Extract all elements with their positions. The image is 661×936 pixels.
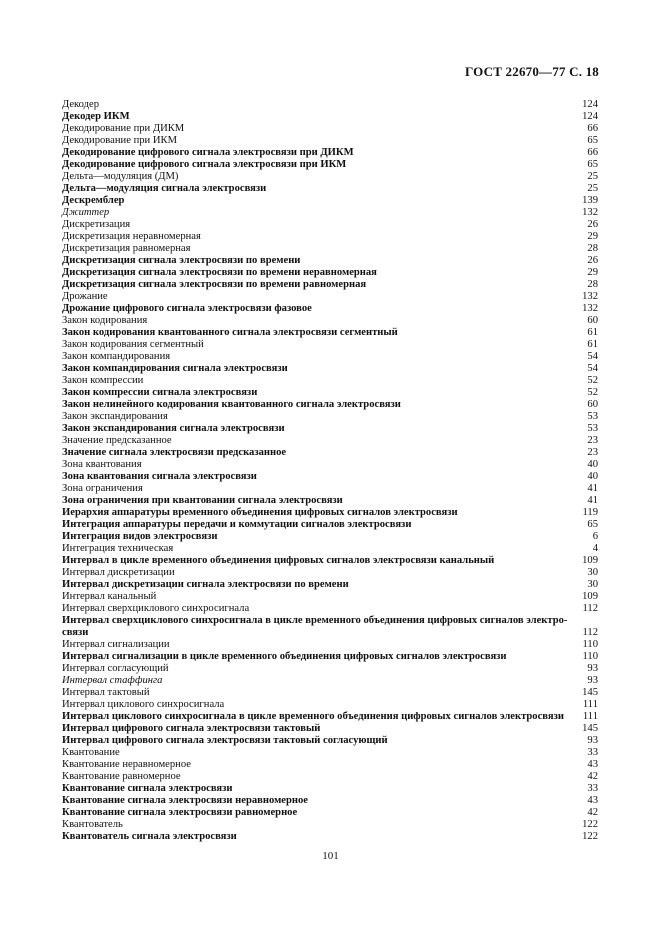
index-page-number: 52 <box>587 387 598 398</box>
index-entry <box>62 819 598 831</box>
index-entry <box>62 123 598 135</box>
index-entry <box>62 771 598 783</box>
index-entry <box>62 483 598 495</box>
index-page-number: 145 <box>582 723 598 734</box>
index-page-number: 111 <box>582 711 598 722</box>
index-term: Интервал сверхциклового синхросигнала <box>62 603 250 614</box>
index-term: Зона ограничения <box>62 483 143 494</box>
index-term: Дрожание цифрового сигнала электросвязи фазовое <box>62 303 312 314</box>
index-term: Интервал сигнализации <box>62 639 170 650</box>
index-term: Иерархия аппаратуры временного объединения цифровых сигналов электросвязи <box>62 507 458 518</box>
index-entry <box>62 663 598 675</box>
index-page-number: 93 <box>587 675 598 686</box>
index-entry <box>62 171 598 183</box>
index-page-number: 26 <box>587 255 598 266</box>
index-page-number: 54 <box>587 351 598 362</box>
index-term-line: Интервал сверхциклового синхросигнала в цикле временного объединения цифровых сигналов электро- <box>62 615 568 626</box>
index-page-number: 132 <box>582 207 598 218</box>
index-term: Дискретизация равномерная <box>62 243 191 254</box>
index-page-number: 25 <box>587 171 598 182</box>
index-entry <box>62 651 598 663</box>
index-entry <box>62 327 598 339</box>
index-page-number: 43 <box>587 759 598 770</box>
index-term: Дельта—модуляция сигнала электросвязи <box>62 183 267 194</box>
index-entry <box>62 447 598 459</box>
index-term: Закон экспандирования сигнала электросвязи <box>62 423 285 434</box>
index-entry <box>62 459 598 471</box>
index-entry <box>62 639 598 651</box>
index-term: Зона квантования сигнала электросвязи <box>62 471 257 482</box>
index-page-number: 52 <box>587 375 598 386</box>
index-page-number: 54 <box>587 363 598 374</box>
index-entry <box>62 219 598 231</box>
index-term: Интервал канальный <box>62 591 157 602</box>
index-page-number: 61 <box>587 327 598 338</box>
index-page-number: 41 <box>587 495 598 506</box>
index-term: Дрожание <box>62 291 108 302</box>
index-entry <box>62 207 598 219</box>
index-entry <box>62 183 598 195</box>
index-term: Декодирование при ИКМ <box>62 135 177 146</box>
index-page-number: 124 <box>582 99 598 110</box>
index-term: Дельта—модуляция (ДМ) <box>62 171 179 182</box>
index-entry <box>62 279 598 291</box>
index-page-number: 65 <box>587 135 598 146</box>
index-page-number: 53 <box>587 423 598 434</box>
index-entry <box>62 135 598 147</box>
index-page-number: 109 <box>582 591 598 602</box>
page-header: ГОСТ 22670—77 С. 18 <box>465 64 599 79</box>
index-entry <box>62 147 598 159</box>
index-entry <box>62 699 598 711</box>
index-page-number: 23 <box>587 435 598 446</box>
index-entry <box>62 111 598 123</box>
index-page-number: 23 <box>587 447 598 458</box>
index-term: Квантователь сигнала электросвязи <box>62 831 237 842</box>
index-page-number: 139 <box>582 195 598 206</box>
index-page-number: 53 <box>587 411 598 422</box>
index-term: Закон компрессии сигнала электросвязи <box>62 387 258 398</box>
index-page-number: 60 <box>587 315 598 326</box>
index-term: Закон компандирования <box>62 351 171 362</box>
index-page-number: 28 <box>587 279 598 290</box>
index-term: Закон компрессии <box>62 375 144 386</box>
index-term <box>62 615 576 639</box>
index-term: Интеграция техническая <box>62 543 174 554</box>
index-page-number: 111 <box>582 699 598 710</box>
index-page-number: 33 <box>587 783 598 794</box>
index-entry <box>62 579 598 591</box>
index-page-number: 122 <box>582 819 598 830</box>
index-term: Значение предсказанное <box>62 435 172 446</box>
index-entry <box>62 399 598 411</box>
index-page-number: 30 <box>587 579 598 590</box>
index-entry <box>62 291 598 303</box>
index-page-number: 42 <box>587 807 598 818</box>
page-number: 101 <box>322 850 339 862</box>
index-entry <box>62 495 598 507</box>
index-term: Интервал циклового синхросигнала в цикле временного объединения цифровых сигналов электросвязи <box>62 711 564 722</box>
index-term: Интервал согласующий <box>62 663 169 674</box>
index-entry <box>62 351 598 363</box>
index-term: Закон нелинейного кодирования квантованного сигнала электросвязи <box>62 399 401 410</box>
index-entry <box>62 687 598 699</box>
index-entry <box>62 387 598 399</box>
index-page-number: 60 <box>587 399 598 410</box>
index-term: Зона квантования <box>62 459 142 470</box>
index-page-number: 25 <box>587 183 598 194</box>
index-term: Декодирование цифрового сигнала электросвязи при ДИКМ <box>62 147 354 158</box>
index-page-number: 4 <box>592 543 598 554</box>
index-term: Интервал стаффинга <box>62 675 163 686</box>
index-term: Декодер <box>62 99 100 110</box>
index-term: Интервал цифрового сигнала электросвязи тактовый <box>62 723 321 734</box>
index-page-number: 26 <box>587 219 598 230</box>
index-page-number: 41 <box>587 483 598 494</box>
index-term: Интервал тактовый <box>62 687 150 698</box>
index-entry <box>62 231 598 243</box>
index-term: Закон кодирования <box>62 315 148 326</box>
index-entry <box>62 723 598 735</box>
index-page-number: 93 <box>587 663 598 674</box>
index-entry <box>62 783 598 795</box>
index-term: Дискретизация сигнала электросвязи по времени <box>62 255 301 266</box>
index-page-number: 65 <box>587 159 598 170</box>
index-entry <box>62 603 598 615</box>
index-page-number: 29 <box>587 267 598 278</box>
index-term: Квантование равномерное <box>62 771 181 782</box>
index-term: Интервал цифрового сигнала электросвязи тактовый согласующий <box>62 735 388 746</box>
index-page-number: 110 <box>582 639 598 650</box>
index-page-number: 42 <box>587 771 598 782</box>
index-page-number: 6 <box>592 531 598 542</box>
index-entry <box>62 615 598 639</box>
index-term: Квантование сигнала электросвязи <box>62 783 233 794</box>
index-page-number: 40 <box>587 471 598 482</box>
index-term: Закон кодирования сегментный <box>62 339 204 350</box>
index-list <box>62 99 598 843</box>
index-entry <box>62 519 598 531</box>
index-term: Зона ограничения при квантовании сигнала электросвязи <box>62 495 343 506</box>
index-entry <box>62 831 598 843</box>
index-entry <box>62 555 598 567</box>
index-page-number: 145 <box>582 687 598 698</box>
index-entry <box>62 375 598 387</box>
index-term: Квантование неравномерное <box>62 759 191 770</box>
index-entry <box>62 711 598 723</box>
index-entry <box>62 591 598 603</box>
index-entry <box>62 807 598 819</box>
index-entry <box>62 363 598 375</box>
index-page-number: 93 <box>587 735 598 746</box>
index-page-number: 124 <box>582 111 598 122</box>
index-entry <box>62 435 598 447</box>
index-term: Декодирование при ДИКМ <box>62 123 185 134</box>
index-term-line: связи <box>62 627 89 638</box>
index-term: Дескремблер <box>62 195 125 206</box>
index-term: Закон экспандирования <box>62 411 168 422</box>
index-entry <box>62 531 598 543</box>
index-page-number: 112 <box>582 603 598 614</box>
index-term: Джиттер <box>62 207 110 218</box>
index-page-number: 28 <box>587 243 598 254</box>
index-term: Квантование <box>62 747 120 758</box>
index-entry <box>62 243 598 255</box>
index-page-number: 110 <box>582 651 598 662</box>
index-page-number: 66 <box>587 123 598 134</box>
index-entry <box>62 159 598 171</box>
index-page-number: 112 <box>582 627 598 638</box>
index-term: Закон компандирования сигнала электросвязи <box>62 363 288 374</box>
index-page-number: 40 <box>587 459 598 470</box>
index-entry <box>62 567 598 579</box>
index-entry <box>62 411 598 423</box>
index-page-number: 33 <box>587 747 598 758</box>
index-term: Дискретизация сигнала электросвязи по времени неравномерная <box>62 267 377 278</box>
index-term: Интеграция аппаратуры передачи и коммутации сигналов электросвязи <box>62 519 412 530</box>
index-entry <box>62 267 598 279</box>
index-page-number: 29 <box>587 231 598 242</box>
index-term: Декодер ИКМ <box>62 111 130 122</box>
index-term: Интервал в цикле временного объединения цифровых сигналов электросвязи канальный <box>62 555 495 566</box>
index-term: Дискретизация неравномерная <box>62 231 201 242</box>
index-entry <box>62 99 598 111</box>
index-term: Интеграция видов электросвязи <box>62 531 218 542</box>
index-entry <box>62 735 598 747</box>
index-entry <box>62 195 598 207</box>
index-term: Дискретизация сигнала электросвязи по времени равномерная <box>62 279 367 290</box>
index-entry <box>62 255 598 267</box>
index-term: Дискретизация <box>62 219 131 230</box>
index-page-number: 30 <box>587 567 598 578</box>
index-term: Квантование сигнала электросвязи равномерное <box>62 807 298 818</box>
index-term: Квантование сигнала электросвязи неравномерное <box>62 795 308 806</box>
index-page-number: 61 <box>587 339 598 350</box>
index-entry <box>62 339 598 351</box>
index-page-number: 122 <box>582 831 598 842</box>
index-entry <box>62 675 598 687</box>
index-page-number: 66 <box>587 147 598 158</box>
index-page-number: 119 <box>582 507 598 518</box>
index-page-number: 132 <box>582 291 598 302</box>
index-page-number: 109 <box>582 555 598 566</box>
index-term: Интервал дискретизации <box>62 567 175 578</box>
index-term: Значение сигнала электросвязи предсказанное <box>62 447 287 458</box>
index-entry <box>62 423 598 435</box>
index-entry <box>62 795 598 807</box>
index-entry <box>62 747 598 759</box>
index-page-number: 132 <box>582 303 598 314</box>
index-page-number: 65 <box>587 519 598 530</box>
index-entry <box>62 471 598 483</box>
index-entry <box>62 543 598 555</box>
index-term: Закон кодирования квантованного сигнала электросвязи сегментный <box>62 327 398 338</box>
index-page-number: 43 <box>587 795 598 806</box>
index-entry <box>62 759 598 771</box>
index-entry <box>62 507 598 519</box>
index-term: Интервал циклового синхросигнала <box>62 699 225 710</box>
index-entry <box>62 303 598 315</box>
index-term: Квантователь <box>62 819 123 830</box>
index-term: Декодирование цифрового сигнала электросвязи при ИКМ <box>62 159 347 170</box>
index-entry <box>62 315 598 327</box>
index-term: Интервал дискретизации сигнала электросвязи по времени <box>62 579 349 590</box>
index-term: Интервал сигнализации в цикле временного объединения цифровых сигналов электросвязи <box>62 651 507 662</box>
